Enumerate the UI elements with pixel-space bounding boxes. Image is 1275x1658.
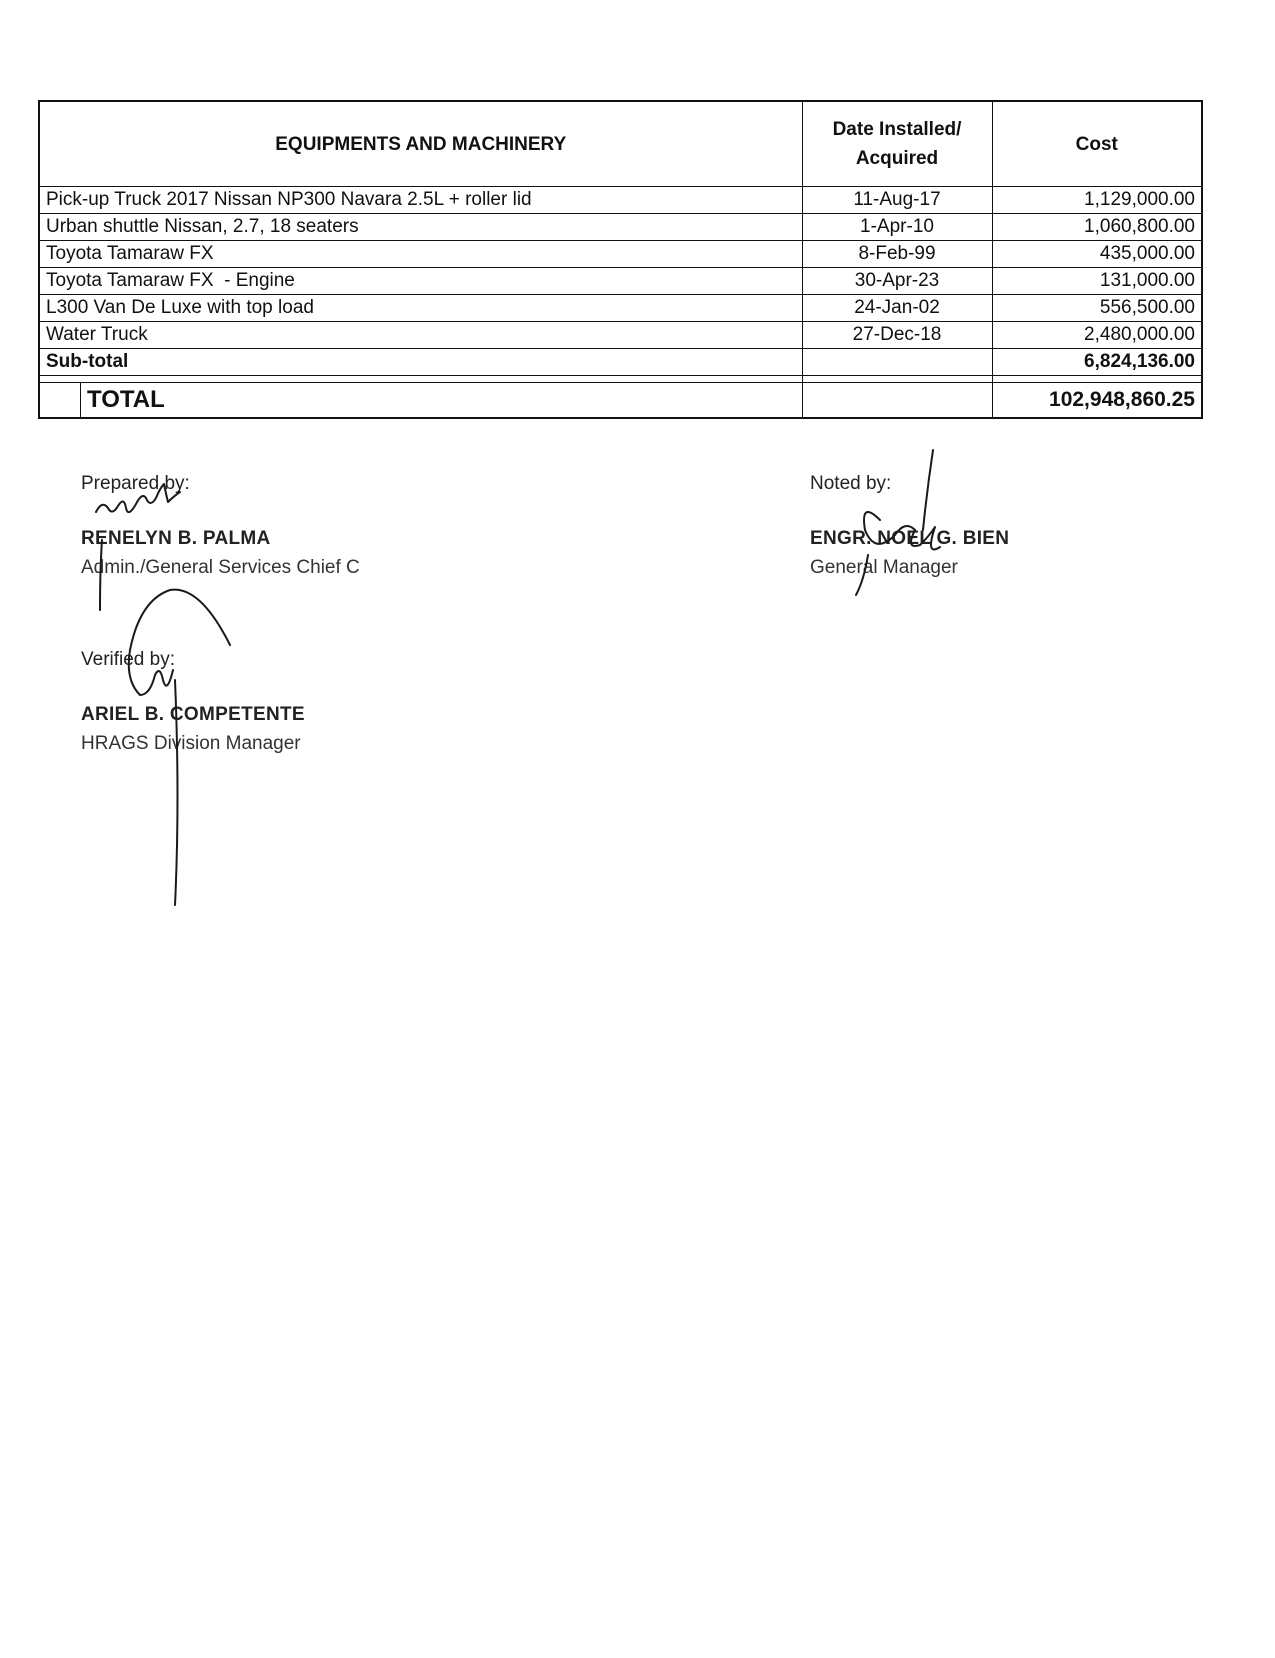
noted-title: General Manager <box>810 557 958 578</box>
row-cost: 435,000.00 <box>992 241 1202 268</box>
row-item: Urban shuttle Nissan, 2.7, 18 seaters <box>39 214 802 241</box>
total-label: TOTAL <box>87 386 165 413</box>
verified-title: HRAGS Division Manager <box>81 733 301 754</box>
verified-role: Verified by: <box>81 649 175 670</box>
header-cost: Cost <box>992 101 1202 187</box>
row-date: 8-Feb-99 <box>802 241 992 268</box>
header-date-text: Date Installed/ Acquired <box>832 119 962 169</box>
noted-name: ENGR. NOEL G. BIEN <box>810 528 1010 549</box>
row-item: Toyota Tamaraw FX <box>39 241 802 268</box>
subtotal-cost: 6,824,136.00 <box>992 349 1202 376</box>
row-cost: 131,000.00 <box>992 268 1202 295</box>
row-item: Pick-up Truck 2017 Nissan NP300 Navara 2.5L + roller lid <box>39 187 802 214</box>
prepared-role: Prepared by: <box>81 473 190 494</box>
row-date: 30-Apr-23 <box>802 268 992 295</box>
verified-name: ARIEL B. COMPETENTE <box>81 704 305 725</box>
row-cost: 1,060,800.00 <box>992 214 1202 241</box>
row-item: Water Truck <box>39 322 802 349</box>
total-cost: 102,948,860.25 <box>992 383 1202 419</box>
row-date: 24-Jan-02 <box>802 295 992 322</box>
prepared-name: RENELYN B. PALMA <box>81 528 271 549</box>
row-cost: 2,480,000.00 <box>992 322 1202 349</box>
noted-role: Noted by: <box>810 473 892 494</box>
header-equipment: EQUIPMENTS AND MACHINERY <box>39 101 802 187</box>
row-cost: 556,500.00 <box>992 295 1202 322</box>
row-item: Toyota Tamaraw FX - Engine <box>39 268 802 295</box>
signature-noted <box>856 450 940 595</box>
signature-verified <box>129 590 230 905</box>
row-item: L300 Van De Luxe with top load <box>39 295 802 322</box>
subtotal-label: Sub-total <box>39 349 802 376</box>
row-date: 1-Apr-10 <box>802 214 992 241</box>
row-cost: 1,129,000.00 <box>992 187 1202 214</box>
row-date: 11-Aug-17 <box>802 187 992 214</box>
prepared-title: Admin./General Services Chief C <box>81 557 360 578</box>
row-date: 27-Dec-18 <box>802 322 992 349</box>
